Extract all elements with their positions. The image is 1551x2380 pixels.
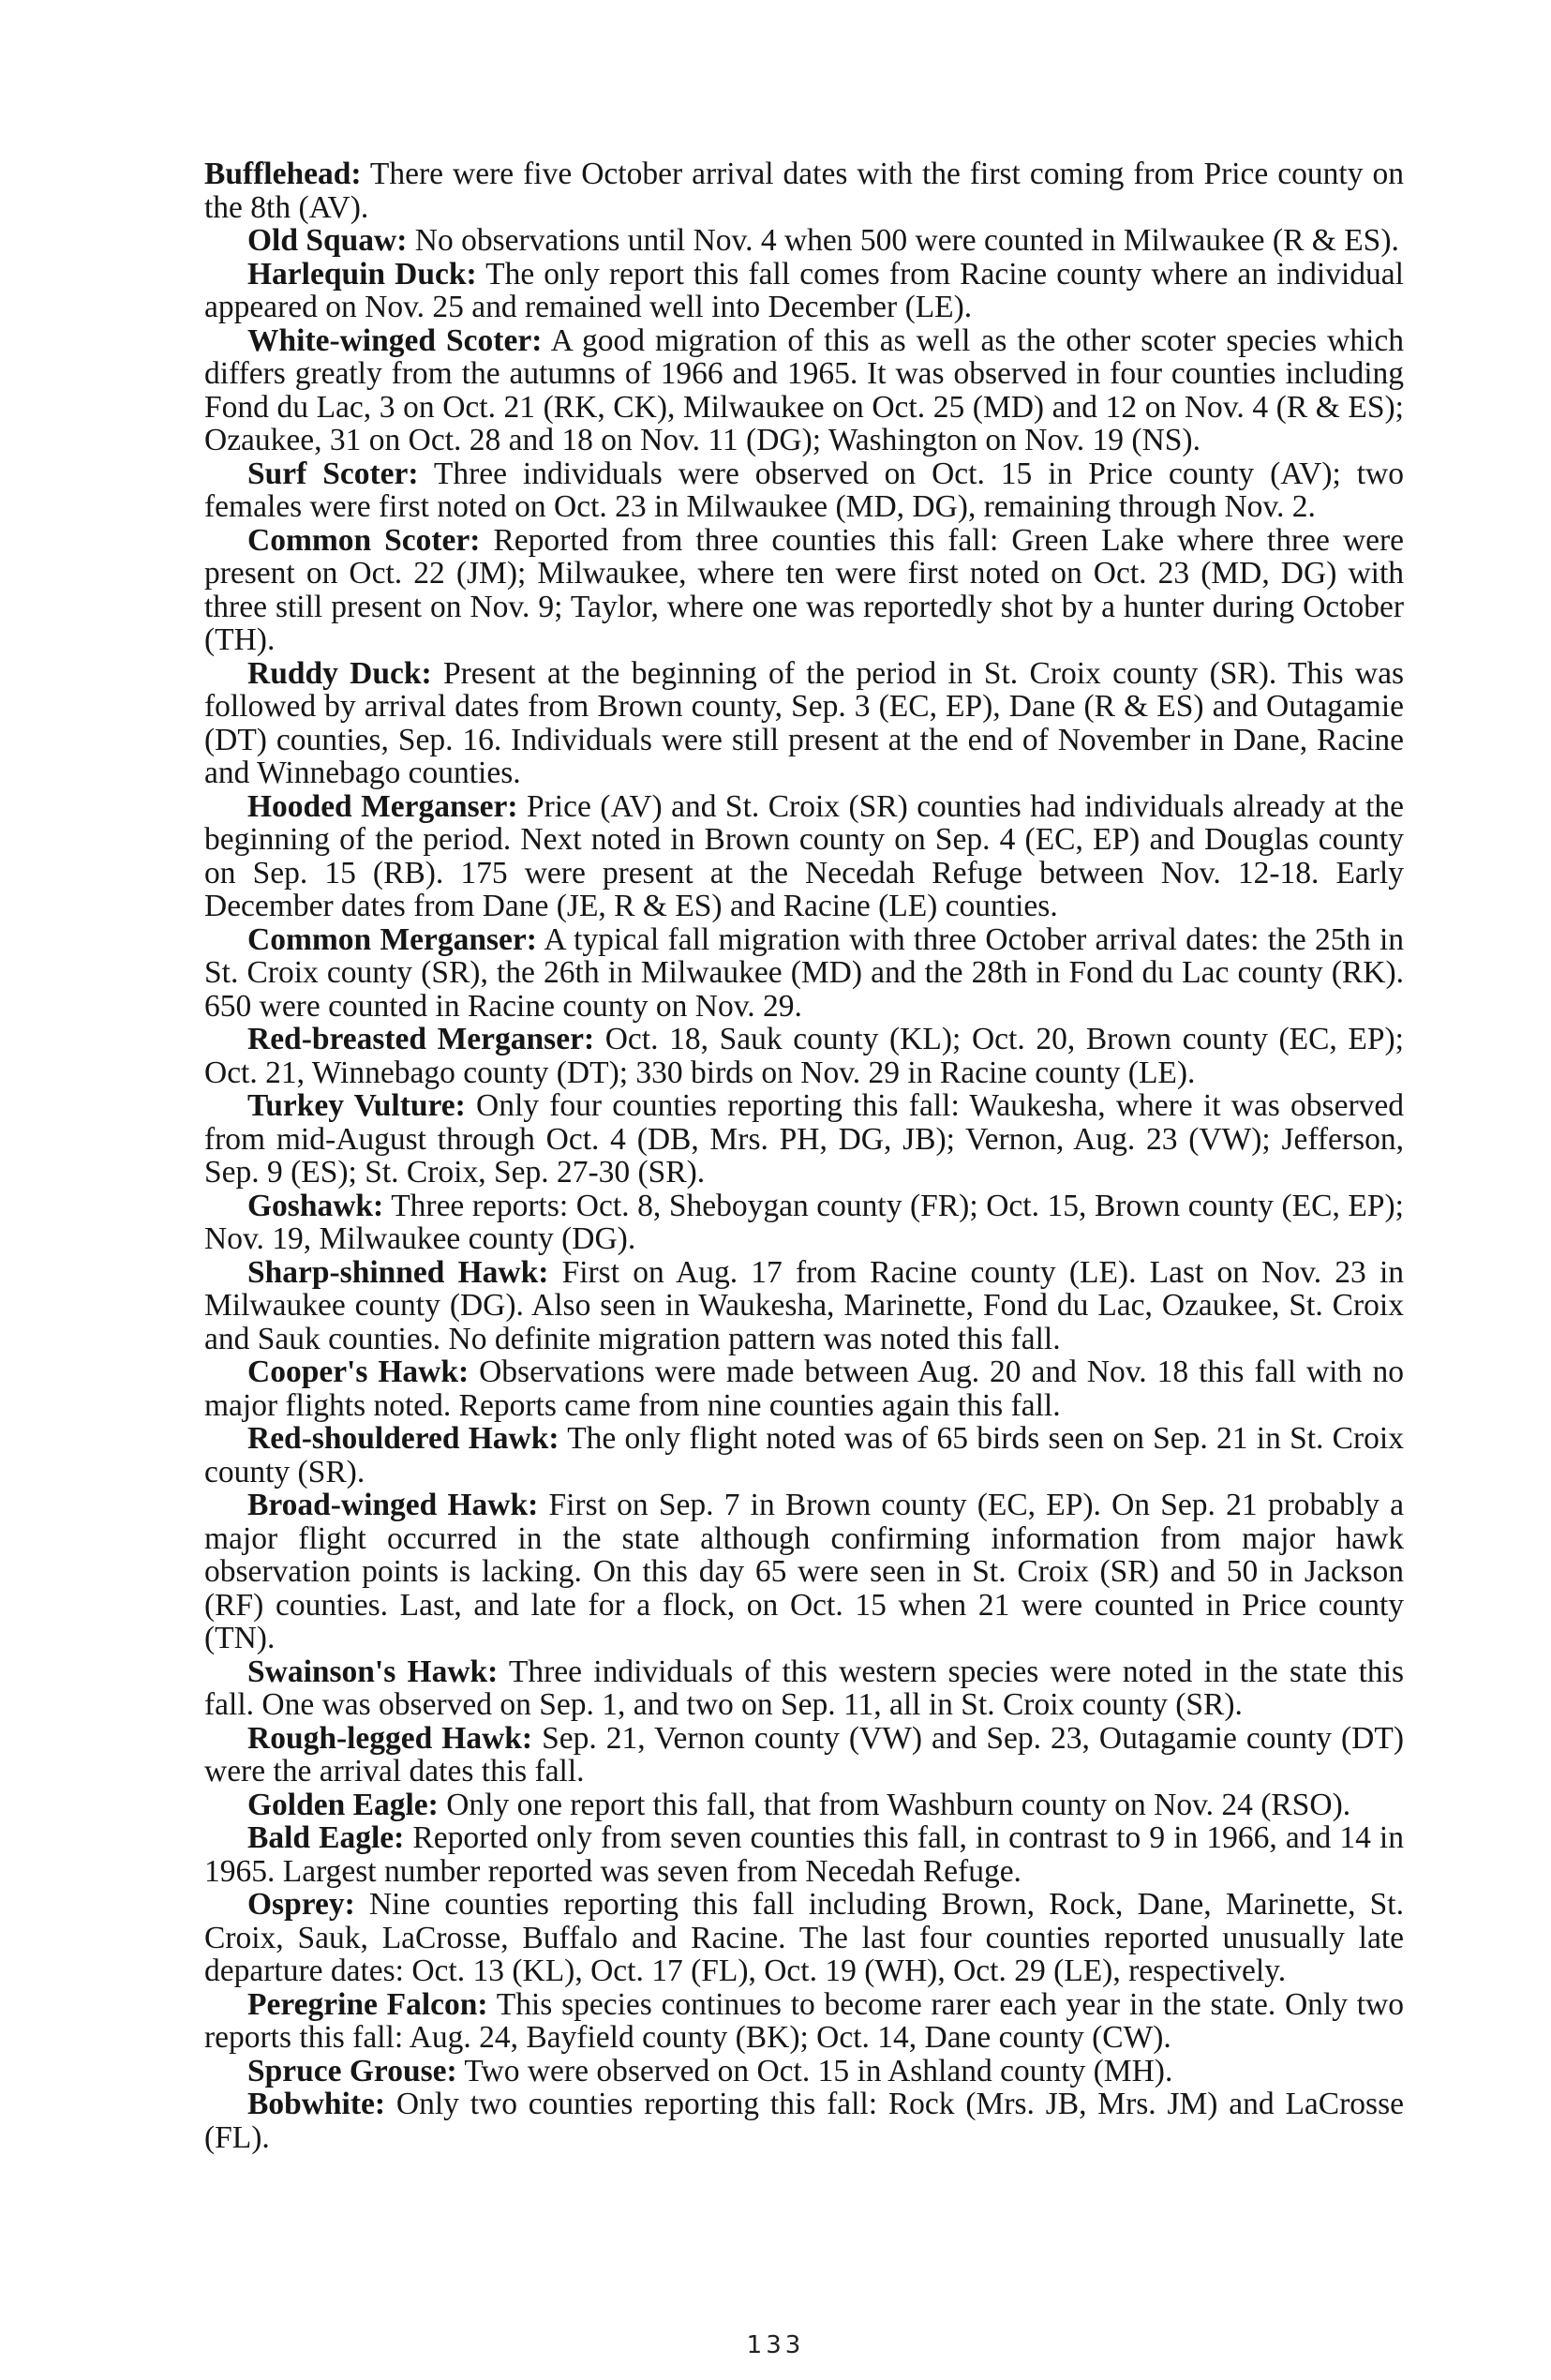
species-text: The only report this fall comes from Racine county where an individual appeared on Nov. 25 and remained well into December (LE). [204,256,1404,324]
species-entry [204,2055,1404,2088]
species-name: Rough-legged Hawk: [247,1720,533,1756]
species-name: Hooded Merganser: [247,788,518,824]
species-name: Harlequin Duck: [247,256,477,292]
species-name: Red-breasted Merganser: [247,1022,595,1056]
species-text: Observations were made between Aug. 20 and Nov. 18 this fall with no major flights noted. Reports came from nine counties again this fall. [204,1355,1404,1423]
species-entry [204,258,1404,324]
species-name: Swainson's Hawk: [247,1654,499,1689]
species-text: First on Sep. 7 in Brown county (EC, EP). On Sep. 21 probably a major flight occurred in the state although confirming information from major hawk observation points is lacking. On this day 65 were seen in St. Croix (SR) and 50 in Jackson (RF) counties. Last, and late for a flock, on Oct. 15 when 21 were counted in Price county (TN). [204,1488,1404,1655]
species-entry [204,457,1404,524]
species-text: Three individuals of this western species were noted in the state this fall. One was observed on Sep. 1, and two on Sep. 11, all in St. Croix county (SR). [204,1654,1404,1722]
species-text: A good migration of this as well as the other scoter species which differs greatly from the autumns of 1966 and 1965. It was observed in four counties including Fond du Lac, 3 on Oct. 21 (RK, CK), Milwaukee on Oct. 25 (MD) and 12 on Nov. 4 (R & ES); Ozaukee, 31 on Oct. 28 and 18 on Nov. 11 (DG); Washington on Nov. 19 (NS). [204,322,1404,457]
species-text: Only one report this fall, that from Washburn county on Nov. 24 (RSO). [438,1787,1351,1822]
species-text: This species continues to become rarer each year in the state. Only two reports this fall: Aug. 24, Bayfield county (BK); Oct. 14, Dane county (CW). [204,1986,1404,2055]
species-name: Spruce Grouse: [247,2053,457,2088]
species-entry [204,1821,1404,1888]
species-entry [204,1190,1404,1256]
species-entry [204,1489,1404,1655]
species-entry [204,923,1404,1024]
species-name: Old Squaw: [247,223,408,258]
species-name: Bald Eagle: [247,1820,405,1855]
species-text: Three individuals were observed on Oct. 15 in Price county (AV); two females were first noted on Oct. 23 in Milwaukee (MD, DG), remaining through Nov. 2. [204,456,1404,524]
species-name: Surf Scoter: [247,456,419,491]
species-name: Golden Eagle: [247,1787,439,1822]
species-name: Red-shouldered Hawk: [247,1421,559,1456]
species-text: Three reports: Oct. 8, Sheboygan county (FR); Oct. 15, Brown county (EC, EP); Nov. 19, Milwaukee county (DG). [204,1188,1404,1256]
species-entry [204,224,1404,258]
species-entry [204,324,1404,457]
page-body [204,157,1404,2154]
species-entry [204,1256,1404,1356]
species-entry [204,1789,1404,1822]
species-text: First on Aug. 17 from Racine county (LE). Last on Nov. 23 in Milwaukee county (DG). Also seen in Waukesha, Marinette, Fond du Lac, Ozaukee, St. Croix and Sauk counties. No definite migration pattern was noted this fall. [204,1254,1404,1356]
species-name: Turkey Vulture: [247,1088,466,1123]
species-name: Broad-winged Hawk: [247,1488,539,1522]
species-name: Peregrine Falcon: [247,1986,488,2022]
species-text: The only flight noted was of 65 birds seen on Sep. 21 in St. Croix county (SR). [204,1421,1404,1489]
species-entry [204,1089,1404,1190]
species-entry [204,1722,1404,1789]
species-name: Bobwhite: [247,2087,386,2121]
species-name: White-winged Scoter: [247,322,543,358]
species-text: No observations until Nov. 4 when 500 were counted in Milwaukee (R & ES). [407,223,1399,258]
species-entry [204,657,1404,790]
species-text: Present at the beginning of the period in St. Croix county (SR). This was followed by arrival dates from Brown county, Sep. 3 (EC, EP), Dane (R & ES) and Outagamie (DT) counties, Sep. 16. Individuals were still present at the end of November in Dane, Racine and Winnebago counties. [204,655,1404,790]
page-number: 133 [746,2331,805,2359]
species-text: A typical fall migration with three October arrival dates: the 25th in St. Croix county (SR), the 26th in Milwaukee (MD) and the 28th in Fond du Lac county (RK). 650 were counted in Racine county on Nov. 29. [204,921,1405,1024]
species-text: Price (AV) and St. Croix (SR) counties had individuals already at the beginning of the period. Next noted in Brown county on Sep. 4 (EC, EP) and Douglas county on Sep. 15 (RB). 175 were present at the Necedah Refuge between Nov. 12-18. Early December dates from Dane (JE, R & ES) and Racine (LE) counties. [204,788,1404,923]
species-text: Reported only from seven counties this fall, in contrast to 9 in 1966, and 14 in 1965. Largest number reported was seven from Necedah Refuge. [204,1820,1404,1889]
species-entry [204,1023,1404,1089]
species-name: Common Scoter: [247,522,481,558]
species-text: Reported from three counties this fall: Green Lake where three were present on Oct. 22 (JM); Milwaukee, where ten were first noted on Oct. 23 (MD, DG) with three still present on Nov. 9; Taylor, where one was reportedly shot by a hunter during October (TH). [204,522,1405,657]
species-text: Oct. 18, Sauk county (KL); Oct. 20, Brown county (EC, EP); Oct. 21, Winnebago county (DT); 330 birds on Nov. 29 in Racine county (LE). [204,1022,1404,1090]
species-text: Only four counties reporting this fall: Waukesha, where it was observed from mid-August through Oct. 4 (DB, Mrs. PH, DG, JB); Vernon, Aug. 23 (VW); Jefferson, Sep. 9 (ES); St. Croix, Sep. 27-30 (SR). [204,1088,1404,1190]
species-entry [204,2088,1404,2154]
species-name: Bufflehead: [204,157,362,191]
species-entry [204,1655,1404,1722]
species-text: Only two counties reporting this fall: Rock (Mrs. JB, Mrs. JM) and LaCrosse (FL). [204,2087,1404,2155]
species-name: Sharp-shinned Hawk: [247,1254,549,1290]
species-name: Cooper's Hawk: [247,1355,470,1389]
species-name: Goshawk: [247,1188,384,1223]
species-entry [204,1355,1404,1422]
species-entry [204,1988,1404,2055]
species-entry [204,790,1404,923]
species-text: There were five October arrival dates with the first coming from Price county on the 8th (AV). [204,157,1404,225]
species-entry [204,524,1404,657]
species-text: Nine counties reporting this fall including Brown, Rock, Dane, Marinette, St. Croix, Sauk, LaCrosse, Buffalo and Racine. The last four counties reported unusually late departure dates: Oct. 13 (KL), Oct. 17 (FL), Oct. 19 (WH), Oct. 29 (LE), respectively. [204,1887,1404,1988]
species-text: Two were observed on Oct. 15 in Ashland county (MH). [456,2053,1173,2088]
species-text: Sep. 21, Vernon county (VW) and Sep. 23, Outagamie county (DT) were the arrival dates this fall. [204,1720,1404,1789]
species-entry [204,157,1404,224]
species-name: Osprey: [247,1887,355,1922]
species-name: Ruddy Duck: [247,655,432,691]
species-entry [204,1422,1404,1489]
species-name: Common Merganser: [247,921,537,957]
species-entry [204,1888,1404,1988]
